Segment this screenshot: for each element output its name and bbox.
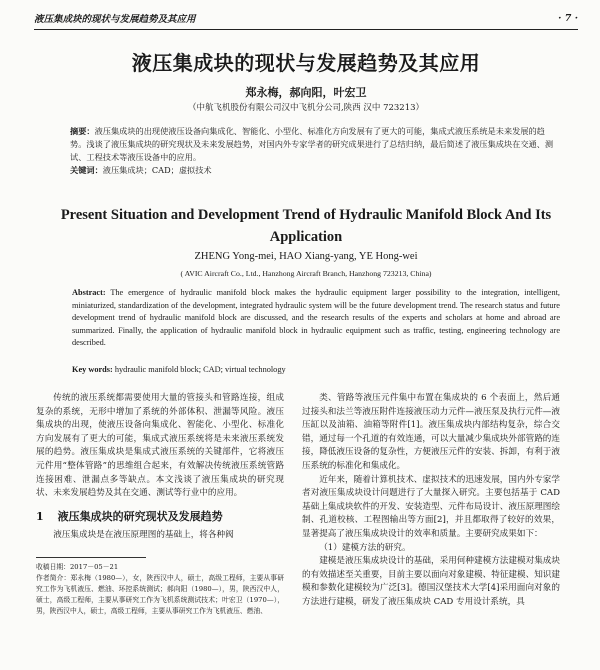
keywords-cn-text: 液压集成块；CAD；虚拟技术 bbox=[102, 165, 212, 175]
footnote-divider bbox=[36, 557, 146, 558]
abstract-en-text: The emergence of hydraulic manifold block makes the hydraulic equipment larger possibility to the integration, intelligent, miniaturized, standardization of the development, integrated hydraulic system will be the future development trend. The research status and future development trend of hydraulic manifold block are discussed, and the research results of the experts and scholars at home and abroad are summarized. Finally, the application of hydraulic manifold block in hydraulic equipment such as traffic, testing, engineering technology are described. bbox=[72, 288, 560, 347]
section-1-title: 液压集成块的研究现状及发展趋势 bbox=[57, 509, 223, 523]
article-title-en: Present Situation and Development Trend of Hydraulic Manifold Block And Its Application bbox=[60, 207, 552, 245]
abstract-en-label: Abstract: bbox=[72, 288, 106, 297]
page-number: · 7 · bbox=[558, 12, 578, 24]
affiliation-en: ( AVIC Aircraft Co., Ltd., Hanzhong Aircraft Branch, Hanzhong 723213, China) bbox=[180, 269, 432, 278]
abstract-cn-text: 液压集成块的出现使液压设备向集成化、智能化、小型化、标准化方向发展有了更大的可能，集成式液压系统是未来发展的趋势。浅谈了液压集成块的研究现状及未来发展趋势，对国内外专家学者的研究成果进行了总结归纳，最后简述了液压集成块在交通、测试、工程技术等液压设备中的应用。 bbox=[70, 126, 554, 162]
keywords-en-text: hydraulic manifold block; CAD; virtual technology bbox=[114, 365, 286, 374]
section-1-number: 1 bbox=[36, 509, 44, 523]
running-header bbox=[34, 10, 578, 26]
authors-en: ZHENG Yong-mei, HAO Xiang-yang, YE Hong-wei bbox=[194, 251, 418, 262]
keywords-en bbox=[72, 365, 560, 374]
abstract-cn bbox=[70, 125, 560, 177]
running-header-title: 液压集成块的现状与发展趋势及其应用 bbox=[34, 14, 196, 25]
abstract-cn-label: 摘要： bbox=[70, 126, 95, 136]
article-title-cn: 液压集成块的现状与发展趋势及其应用 bbox=[131, 51, 481, 75]
body-paragraph-2: 近年来，随着计算机技术、虚拟技术的迅速发展，国内外专家学者对液压集成块设计问题进行了大量探入研究。主要包括基于 CAD 基础上集成块软件的开发、安装造型、元件布局设计、液压原理图绘制、孔道校核、工程图输出等方面[2]，并且都取得了较好的效果，显著提高了液压集成块设计的效率和质量。主要研究成果如下： bbox=[302, 474, 560, 539]
intro-paragraph: 传统的液压系统都需要使用大量的管接头和管路连接，组成复杂的系统，无形中增加了系统的外部体积、泄漏等风险。液压集成块的出现，使液压设备向集成化、智能化、小型化、标准化方向发展有了更大的可能，集成式液压系统将是未来液压系统发展的趋势。液压集成块是集成式液压系统的关键部件，它将液压元件用“整体管路”的思维组合起来，有效解决传统液压系统管路连接困难、泄漏点多等缺点。本文浅谈了液压集成块的研究现状、未来发展趋势及其在交通、测试等行业中的应用。 bbox=[36, 393, 284, 499]
section-1-paragraph: 液压集成块是在液压原理图的基础上，将各种阀 bbox=[53, 530, 234, 541]
affiliation-cn: （中航飞机股份有限公司汉中飞机分公司,陕西 汉中 723213） bbox=[187, 103, 425, 113]
header-divider bbox=[34, 29, 578, 30]
keywords-en-label: Key words: bbox=[72, 365, 113, 374]
body-column-left bbox=[36, 392, 284, 617]
footnote-author-bio: 作者简介：郑永梅（1980—），女，陕西汉中人，硕士，高级工程师，主要从事研究工作为飞机液压、燃油、环控系统测试；郝向阳（1980—），男，陕西汉中人，硕士，高级工程师，主要从事研究工作为飞机系统测试技术；叶宏卫（1970—），男，陕西汉中人，硕士，高级工程师，主要从事研究工作为飞机液压、燃油、 bbox=[36, 573, 284, 615]
body-column-right bbox=[302, 392, 560, 610]
subsection-heading-modeling: （1）建模方法的研究。 bbox=[319, 542, 411, 553]
keywords-cn-label: 关键词： bbox=[70, 165, 103, 175]
authors-cn: 郑永梅，郝向阳，叶宏卫 bbox=[245, 86, 367, 99]
section-1-heading bbox=[36, 510, 284, 524]
abstract-en bbox=[72, 287, 560, 350]
footnote-received-date: 收稿日期：2017－05－21 bbox=[36, 562, 119, 571]
body-paragraph-3: 建模是液压集成块设计的基础，采用何种建模方法建模对集成块的有效描述至关重要，目前主要以面向对象建模、特征建模、知识建模和参数化建模较为广泛[3]。德国汉堡技术大学[4]采用面向对象的方法进行建模，研发了液压集成块 CAD 专用设计系统，具 bbox=[302, 556, 560, 607]
body-paragraph-1: 类、管路等液压元件集中布置在集成块的 6 个表面上，然后通过接头和法兰等液压附件连接液压动力元件—液压泵及执行元件—液压缸以及油箱、油箱等附件[1]。液压集成块内部结构复杂，综合交错，通过每一个孔道的有效连通，可以大量减少集成块外部管路的连接，降低液压设备的复杂性，方便液压元件的安装、拆卸，有利于液压系统的标准化和集成化。 bbox=[302, 393, 560, 471]
